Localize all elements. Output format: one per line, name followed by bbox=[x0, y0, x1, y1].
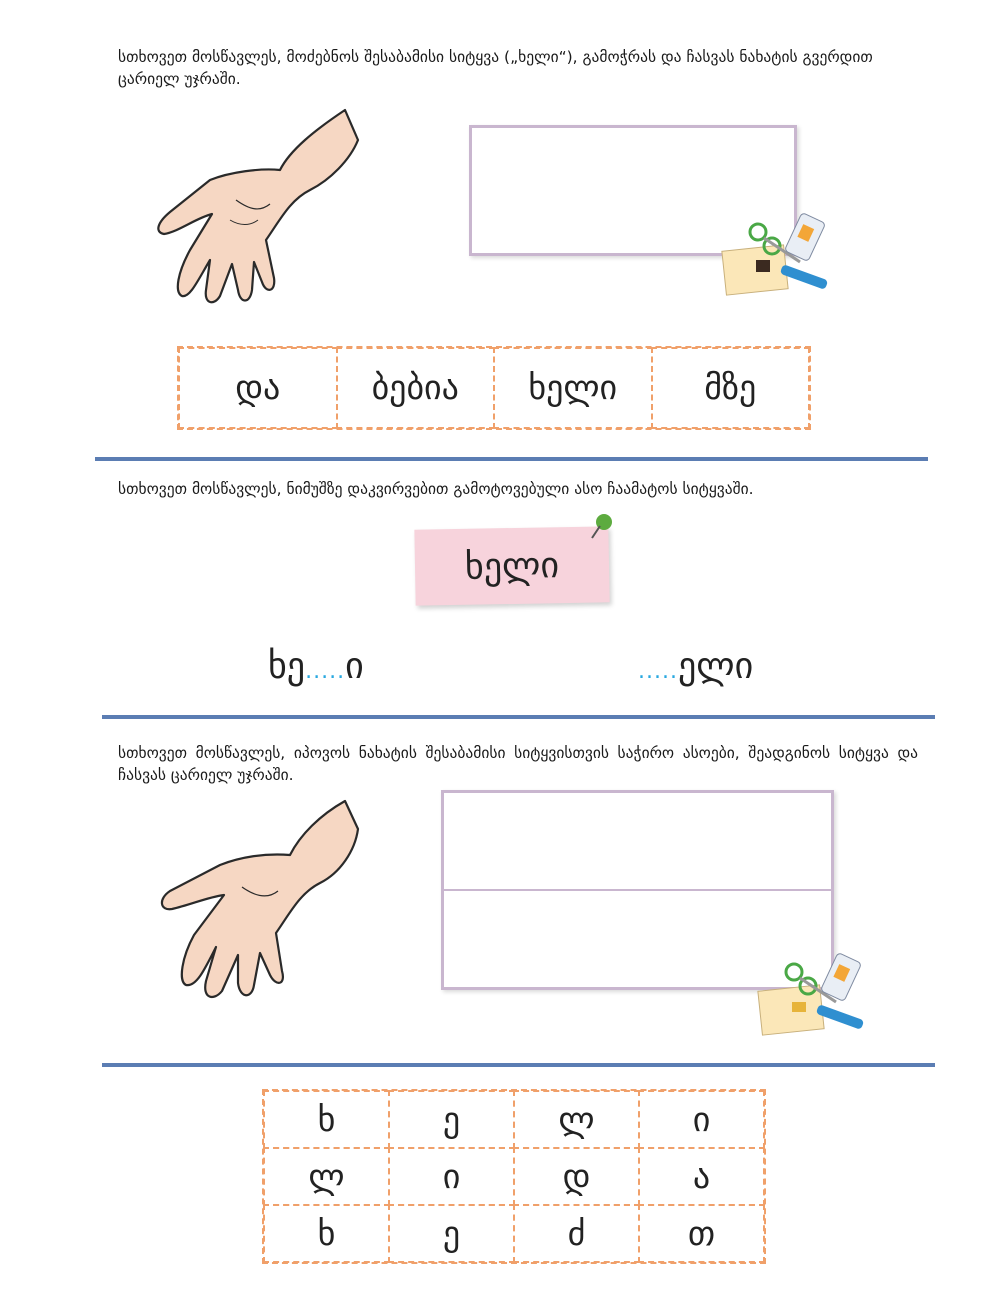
letter-tile[interactable]: ე bbox=[388, 1204, 515, 1263]
word-tile[interactable]: ხელი bbox=[493, 347, 653, 429]
hand-illustration bbox=[150, 795, 360, 1015]
letter-tile[interactable]: დ bbox=[513, 1147, 640, 1206]
letter-tile[interactable]: ხ bbox=[263, 1204, 390, 1263]
sample-word-note bbox=[414, 526, 609, 605]
gap-word-2[interactable] bbox=[638, 646, 753, 687]
word-tile[interactable]: ბებია bbox=[336, 347, 496, 429]
letter-tile[interactable]: ლ bbox=[263, 1147, 390, 1206]
letter-tile[interactable]: ძ bbox=[513, 1204, 640, 1263]
word-tile[interactable]: მზე bbox=[651, 347, 811, 429]
scissors-glue-icon bbox=[720, 212, 830, 297]
gap-word-prefix: ხე bbox=[268, 646, 306, 687]
letter-tile[interactable]: ი bbox=[638, 1090, 765, 1149]
word-tiles-row bbox=[177, 346, 811, 430]
letter-tile[interactable]: ლ bbox=[513, 1090, 640, 1149]
instruction-1: სთხოვეთ მოსწავლეს, მოძებნოს შესაბამისი სიტყვა („ხელი“), გამოჭრას და ჩასვას ნახატის გვერდით ცარიელ უჯრაში. bbox=[118, 48, 873, 88]
sample-word: ხელი bbox=[464, 544, 560, 588]
gap-word-1[interactable] bbox=[268, 646, 364, 687]
hand-illustration bbox=[140, 100, 370, 310]
gap-dots[interactable]: ..... bbox=[305, 659, 346, 684]
gap-word-suffix: ელი bbox=[677, 646, 754, 687]
gap-word-suffix: ი bbox=[345, 646, 364, 687]
word-tile[interactable]: და bbox=[178, 347, 338, 429]
instruction-2: სთხოვეთ მოსწავლეს, ნიმუშზე დაკვირვებით გამოტოვებული ასო ჩაამატოს სიტყვაში. bbox=[118, 480, 754, 498]
section-divider bbox=[102, 715, 935, 719]
pushpin-icon bbox=[588, 512, 616, 542]
answer-box-divider bbox=[444, 889, 831, 891]
letter-tile[interactable]: ა bbox=[638, 1147, 765, 1206]
letter-tile[interactable]: ი bbox=[388, 1147, 515, 1206]
letter-tile[interactable]: ხ bbox=[263, 1090, 390, 1149]
letter-tile[interactable]: ე bbox=[388, 1090, 515, 1149]
instruction-3: სთხოვეთ მოსწავლეს, იპოვოს ნახატის შესაბამისი სიტყვისთვის საჭირო ასოები, შეადგინოს სიტყვა და ჩასვას ცარიელ უჯრაში. bbox=[118, 744, 918, 784]
letter-grid bbox=[262, 1089, 766, 1264]
section-divider bbox=[102, 1063, 935, 1067]
letter-tile[interactable]: თ bbox=[638, 1204, 765, 1263]
section-divider bbox=[95, 457, 928, 461]
gap-dots[interactable]: ..... bbox=[638, 659, 678, 684]
scissors-glue-icon bbox=[756, 952, 866, 1037]
